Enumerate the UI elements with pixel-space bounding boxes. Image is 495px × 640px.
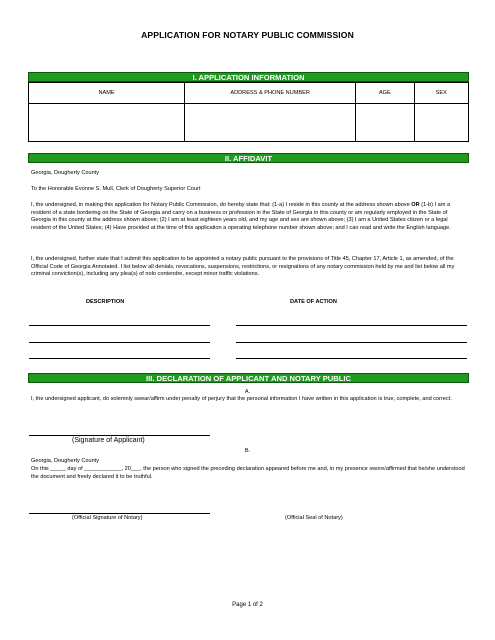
- applicant-signature-line[interactable]: [29, 435, 210, 436]
- description-line-3[interactable]: [29, 358, 210, 359]
- column-header-description: DESCRIPTION: [86, 299, 125, 305]
- affidavit-addressee: To the Honorable Evonne S. Mull, Clerk of Dougherty Superior Court: [31, 186, 201, 192]
- application-info-table: [28, 82, 469, 142]
- affidavit-location: Georgia, Dougherty County: [31, 170, 100, 176]
- notary-seal-label: (Official Seal of Notary): [285, 515, 343, 521]
- column-header-name: NAME: [29, 83, 185, 104]
- sex-cell[interactable]: [414, 104, 468, 142]
- date-of-action-line-3[interactable]: [236, 358, 467, 359]
- marker-a: A.: [244, 389, 251, 395]
- page-title: APPLICATION FOR NOTARY PUBLIC COMMISSION: [141, 30, 354, 40]
- column-header-address-phone: ADDRESS & PHONE NUMBER: [185, 83, 356, 104]
- table-header-row: [29, 83, 469, 104]
- marker-b: B.: [244, 448, 251, 454]
- column-header-sex: SEX: [414, 83, 468, 104]
- address-phone-cell[interactable]: [185, 104, 356, 142]
- affidavit-paragraph-1-text-b: (1-b) I am a resident of a state bordering on the State of Georgia and carry on a business or profession in the State of Georgia in this county or am regularly employed in the State of Georgia in this county at the address shown above; (2) I am at least eighteen years old, and my age and sex are shown above; (3) I am a United States citizen or a legal resident of the United States; (4) Have provided at the time of this application a operating telephone number shown above; and I can read and write the English language.: [31, 202, 451, 231]
- notary-signature-line[interactable]: [29, 513, 210, 514]
- notary-signature-label: (Official Signature of Notary): [72, 515, 143, 521]
- column-header-age: AGE: [356, 83, 414, 104]
- age-cell[interactable]: [356, 104, 414, 142]
- page-number: Page 1 of 2: [232, 602, 263, 608]
- description-line-1[interactable]: [29, 325, 210, 326]
- affidavit-paragraph-1: [31, 202, 467, 232]
- section-heading-application-information: I. APPLICATION INFORMATION: [28, 72, 469, 82]
- declaration-text: I, the undersigned applicant, do solemnly swear/affirm under penalty of perjury that the personal information I have written in this application is true, complete, and correct.: [31, 396, 452, 402]
- affidavit-paragraph-1-text-a: I, the undersigned, in making this application for Notary Public Commission, do hereby state that: (1-a) I reside in this county at the address shown above: [31, 202, 412, 208]
- date-of-action-line-1[interactable]: [236, 325, 467, 326]
- notary-acknowledgement-text: On this _____ day of ____________, 20___, the person who signed the preceding declaration appeared before me and, in my presence swore/affirmed that he/she understood the document and freely declared it to be truthful.: [31, 466, 465, 480]
- name-cell[interactable]: [29, 104, 185, 142]
- affidavit-paragraph-1-or: OR: [411, 202, 420, 208]
- notary-location: Georgia, Dougherty County: [31, 458, 100, 464]
- table-entry-row: [29, 104, 469, 142]
- applicant-signature-label: (Signature of Applicant): [72, 437, 145, 444]
- date-of-action-line-2[interactable]: [236, 342, 467, 343]
- section-heading-declaration: III. DECLARATION OF APPLICANT AND NOTARY PUBLIC: [28, 373, 469, 383]
- section-heading-affidavit: II. AFFIDAVIT: [28, 153, 469, 163]
- column-header-date-of-action: DATE OF ACTION: [290, 299, 337, 305]
- description-line-2[interactable]: [29, 342, 210, 343]
- affidavit-paragraph-2: I, the undersigned, further state that I submit this application to be appointed a notary public pursuant to the provisions of Title 45, Chapter 17, Article 1, as amended, of the Official Code of Georgia Annotated. I list below all denials, revocations, suspensions, restrictions, or resignations of any notary commission held by me and list below all my criminal conviction(s), including any plea(s) of nolo contendre, except minor traffic violations.: [31, 256, 455, 278]
